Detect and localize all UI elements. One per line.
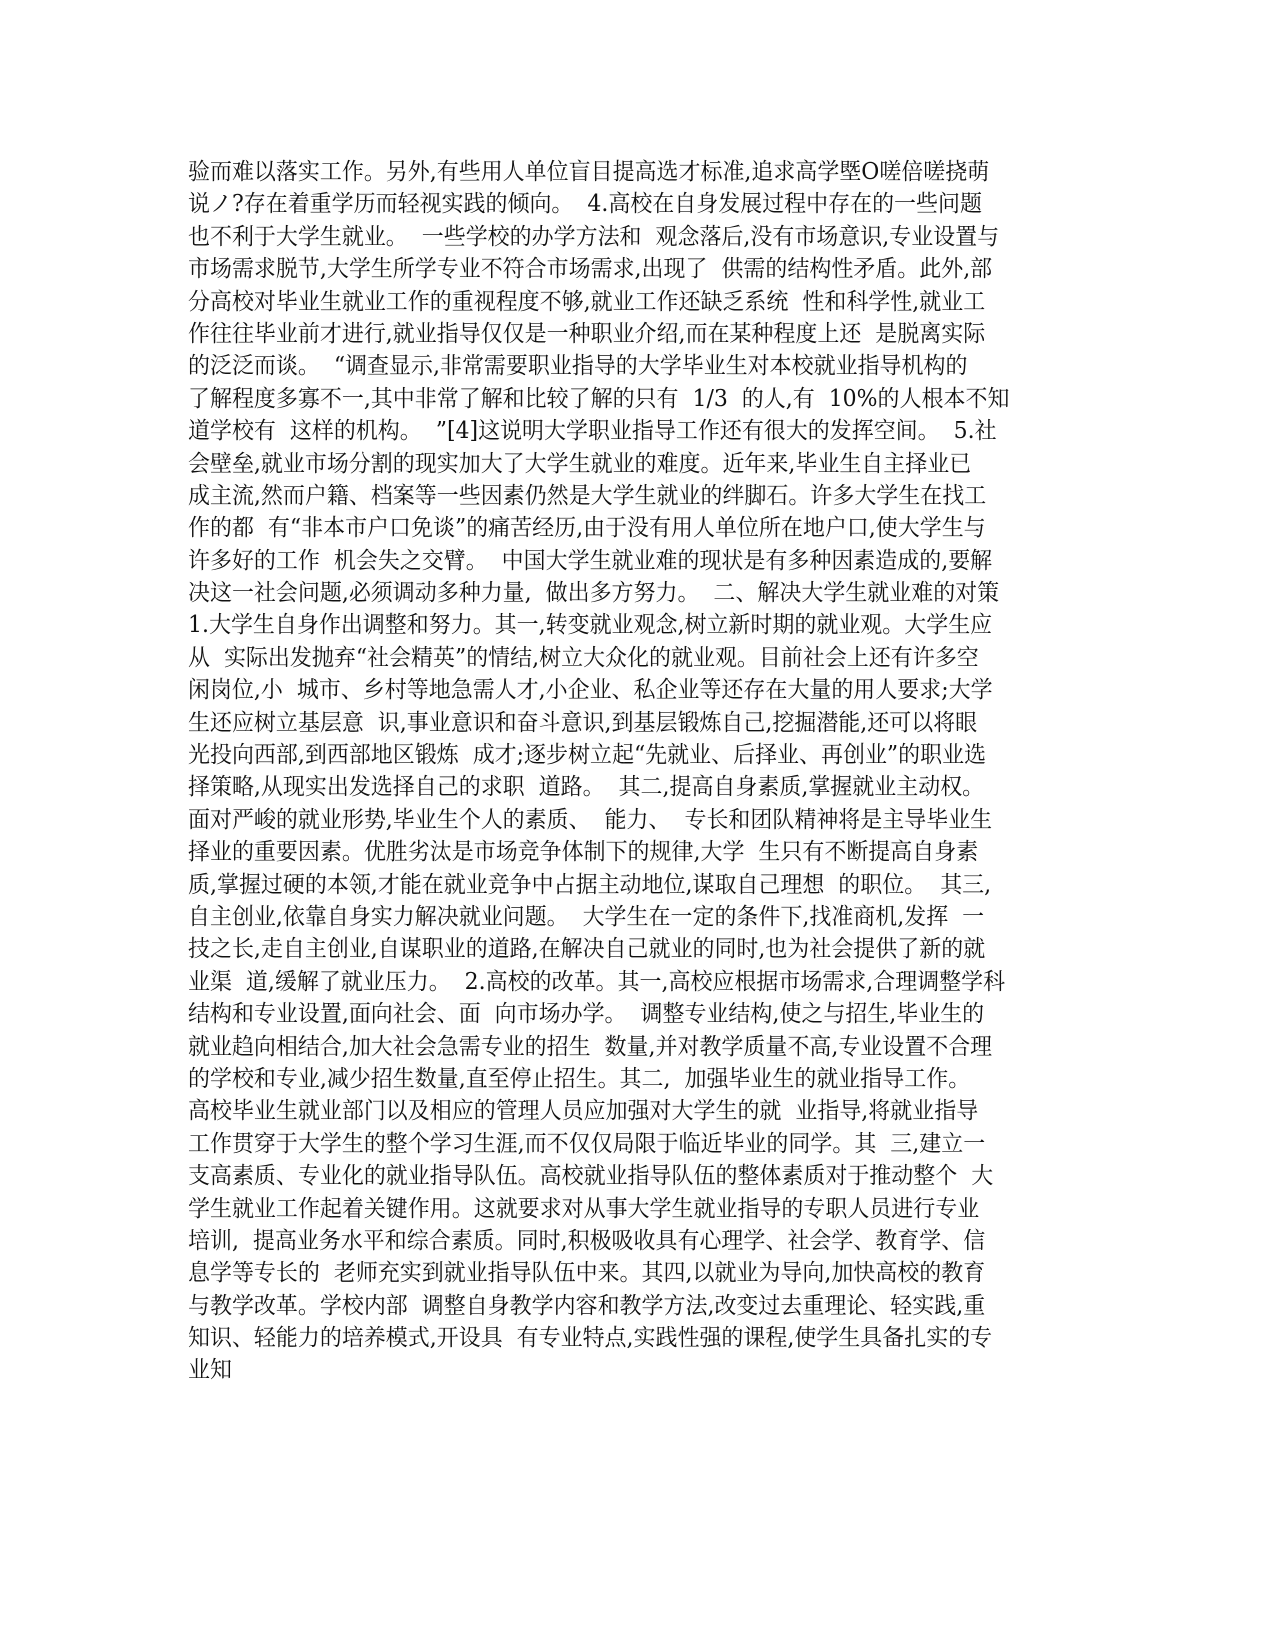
text-line: 闲岗位,小 城市、乡村等地急需人才,小企业、私企业等还存在大量的用人要求;大学 (188, 677, 993, 704)
text-line: 面对严峻的就业形势,毕业生个人的素质、 能力、 专长和团队精神将是主导毕业生 (188, 806, 993, 833)
text-line: 会壁垒,就业市场分割的现实加大了大学生就业的难度。近年来,毕业生自主择业已 (188, 450, 972, 477)
text-line: 培训, 提高业务水平和综合素质。同时,积极吸收具有心理学、社会学、教育学、信 (188, 1227, 986, 1254)
text-line: 业渠 道,缓解了就业压力。 2.高校的改革。其一,高校应根据市场需求,合理调整学科 (188, 968, 1006, 995)
text-line: 知识、轻能力的培养模式,开设具 有专业特点,实践性强的课程,使学生具备扎实的专 (188, 1325, 993, 1352)
text-line: 从 实际出发抛弃“社会精英”的情结,树立大众化的就业观。目前社会上还有许多空 (188, 644, 979, 671)
text-line: 许多好的工作 机会失之交臂。 中国大学生就业难的现状是有多种因素造成的,要解 (188, 547, 993, 574)
text-line: 光投向西部,到西部地区锻炼 成才;逐步树立起“先就业、后择业、再创业”的职业选 (188, 742, 987, 769)
text-line: 技之长,走自主创业,自谋职业的道路,在解决自己就业的同时,也为社会提供了新的就 (188, 936, 986, 963)
text-line: 分高校对毕业生就业工作的重视程度不够,就业工作还缺乏系统 性和科学性,就业工 (188, 288, 986, 315)
text-line: 业知 (188, 1357, 232, 1384)
body-text (188, 156, 1088, 1387)
text-line: 验而难以落实工作。另外,有些用人单位盲目提高选才标准,追求高学塈O嗟倍嗟挠萌 (188, 159, 990, 185)
text-line: 道学校有 这样的机构。 ”[4]这说明大学职业指导工作还有很大的发挥空间。 5.社 (188, 418, 997, 445)
text-line: 结构和专业设置,面向社会、面 向市场办学。 调整专业结构,使之与招生,毕业生的 (188, 1001, 985, 1028)
text-line: 支高素质、专业化的就业指导队伍。高校就业指导队伍的整体素质对于推动整个 大 (188, 1163, 994, 1190)
text-line: 也不利于大学生就业。 一些学校的办学方法和 观念落后,没有市场意识,专业设置与 (188, 223, 1000, 250)
text-line: 作往往毕业前才进行,就业指导仅仅是一种职业介绍,而在某种程度上还 是脱离实际 (188, 320, 986, 347)
text-line: 决这一社会问题,必须调动多种力量, 做出多方努力。 二、解决大学生就业难的对策 (188, 580, 1000, 607)
text-line: 高校毕业生就业部门以及相应的管理人员应加强对大学生的就 业指导,将就业指导 (188, 1098, 979, 1125)
text-line: 作的都 有“非本市户口免谈”的痛苦经历,由于没有用人单位所在地户口,使大学生与 (188, 515, 986, 542)
text-line: 1.大学生自身作出调整和努力。其一,转变就业观念,树立新时期的就业观。大学生应 (188, 612, 993, 639)
text-line: 的泛泛而谈。 “调查显示,非常需要职业指导的大学毕业生对本校就业指导机构的 (188, 353, 968, 380)
text-line: 质,掌握过硬的本领,才能在就业竞争中占据主动地位,谋取自己理想 的职位。 其三, (188, 871, 992, 898)
text-line: 成主流,然而户籍、档案等一些因素仍然是大学生就业的绊脚石。许多大学生在找工 (188, 482, 987, 509)
text-line: 息学等专长的 老师充实到就业指导队伍中来。其四,以就业为导向,加快高校的教育 (188, 1260, 986, 1287)
text-line: 择策略,从现实出发选择自己的求职 道路。 其二,提高自身素质,掌握就业主动权。 (188, 774, 985, 801)
text-line: 自主创业,依靠自身实力解决就业问题。 大学生在一定的条件下,找准商机,发挥 一 (188, 903, 985, 930)
text-line: 与教学改革。学校内部 调整自身教学内容和教学方法,改变过去重理论、轻实践,重 (188, 1292, 986, 1319)
text-line: 就业趋向相结合,加大社会急需专业的招生 数量,并对教学质量不高,专业设置不合理 (188, 1033, 993, 1060)
text-line: 生还应树立基层意 识,事业意识和奋斗意识,到基层锻炼自己,挖掘潜能,还可以将眼 (188, 709, 978, 736)
text-line: 说ノ?存在着重学历而轻视实践的倾向。 4.高校在自身发展过程中存在的一些问题 (188, 191, 982, 218)
text-line: 市场需求脱节,大学生所学专业不符合市场需求,出现了 供需的结构性矛盾。此外,部 (188, 256, 993, 283)
text-line: 学生就业工作起着关键作用。这就要求对从事大学生就业指导的专职人员进行专业 (188, 1195, 980, 1222)
text-line: 了解程度多寡不一,其中非常了解和比较了解的只有 1/3 的人,有 10%的人根本不知 (188, 385, 1010, 412)
text-line: 工作贯穿于大学生的整个学习生涯,而不仅仅局限于临近毕业的同学。其 三,建立一 (188, 1130, 986, 1157)
text-line: 的学校和专业,减少招生数量,直至停止招生。其二, 加强毕业生的就业指导工作。 (188, 1065, 971, 1092)
text-line: 择业的重要因素。优胜劣汰是市场竞争体制下的规律,大学 生只有不断提高自身素 (188, 839, 979, 866)
